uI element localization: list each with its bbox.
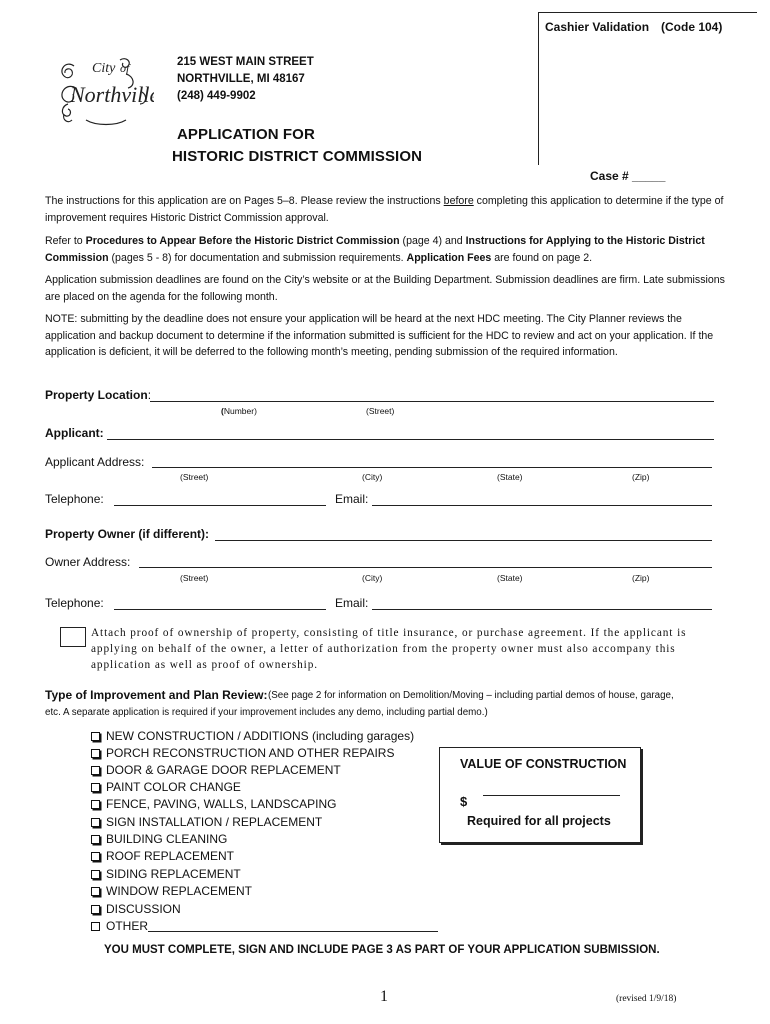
title-line2: HISTORIC DISTRICT COMMISSION [172,148,423,165]
cashier-validation-label: Cashier Validation [545,20,650,34]
owner-zip-hint: (Zip) [632,573,650,583]
revision-date: (revised 1/9/18) [616,994,677,1004]
cashier-validation-box [538,12,757,165]
checkbox-icon[interactable] [91,835,100,844]
value-title: VALUE OF CONSTRUCTION [460,757,627,771]
owner-telephone-label: Telephone: [45,596,104,610]
applicant-email-field[interactable] [372,505,712,506]
checkbox-icon[interactable] [91,922,100,931]
proof-of-ownership-text: Attach proof of ownership of property, consisting of title insurance, or purchase agreement. If the applicant is applying on behalf of the owner, a letter of authorization from the property owner must also accompany this application as well as proof of ownership. [91,627,687,671]
value-amount-field[interactable] [483,795,620,796]
applicant-city-hint: (City) [362,472,383,482]
option-sign-installation[interactable]: SIGN INSTALLATION / REPLACEMENT [91,815,322,829]
dollar-sign: $ [460,794,468,809]
checkbox-icon[interactable] [91,732,100,741]
instructions-paragraph-2: Refer to Procedures to Appear Before the Historic District Commission (page 4) and Instructions for Applying to the Historic District Commission (pages 5 - 8) for documentation and submission requirements. Application Fees are found on page 2. [45,235,705,264]
checkbox-icon[interactable] [91,749,100,758]
option-window-replacement[interactable]: WINDOW REPLACEMENT [91,884,252,898]
checkbox-icon[interactable] [91,905,100,914]
svg-text:City: City [92,61,116,76]
must-complete-notice: YOU MUST COMPLETE, SIGN AND INCLUDE PAGE 3 AS PART OF YOUR APPLICATION SUBMISSION. [104,944,660,956]
property-location-label: Property Location: [45,388,152,402]
checkbox-icon[interactable] [91,818,100,827]
property-owner-field[interactable] [215,540,712,541]
applicant-telephone-field[interactable] [114,505,326,506]
street-hint: (Street) [366,406,395,416]
property-owner-label: Property Owner (if different): [45,527,210,541]
applicant-label: Applicant: [45,426,104,440]
applicant-address-field[interactable] [152,467,712,468]
svg-text:of: of [120,61,130,75]
checkbox-icon[interactable] [91,783,100,792]
value-of-construction-box [439,747,641,843]
title-line1: APPLICATION FOR [177,126,315,143]
option-discussion[interactable]: DISCUSSION [91,902,181,916]
option-roof-replacement[interactable]: ROOF REPLACEMENT [91,849,234,863]
applicant-telephone-label: Telephone: [45,492,104,506]
owner-street-hint: (Street) [180,573,209,583]
proof-of-ownership-checkbox[interactable] [60,627,86,647]
owner-email-field[interactable] [372,609,712,610]
owner-city-hint: (City) [362,573,383,583]
improvement-heading: Type of Improvement and Plan Review: [45,688,268,702]
value-required-note: Required for all projects [467,814,611,828]
checkbox-icon[interactable] [91,887,100,896]
applicant-street-hint: (Street) [180,472,209,482]
instructions-paragraph-1: The instructions for this application are on Pages 5–8. Please review the instructions before completing this application to determine if the type of improvement requires Historic District Commission approval. [45,195,724,224]
address-street: 215 WEST MAIN STREET [177,56,314,68]
address-phone: (248) 449-9902 [177,90,256,102]
number-hint: (Number) [221,406,257,416]
owner-address-label: Owner Address: [45,555,131,569]
owner-email-label: Email: [335,596,369,610]
checkbox-icon[interactable] [91,870,100,879]
improvement-note-line1: (See page 2 for information on Demolition/Moving – including partial demos of house, garage, [268,690,674,701]
instructions-note: NOTE: submitting by the deadline does not ensure your application will be heard at the next HDC meeting. The City Planner reviews the application and backup document to determine if the information submitted is sufficient for the HDC to review and act on your application. If the application is deficient, it will be deferred to the following month’s meeting, pending submission of the required information. [45,313,714,358]
svg-text:Northville: Northville [70,82,154,107]
address-city: NORTHVILLE, MI 48167 [177,73,305,85]
city-logo [56,52,154,132]
option-new-construction[interactable]: NEW CONSTRUCTION / ADDITIONS (including garages) [91,729,414,743]
case-number-field[interactable]: Case # _____ [590,169,666,183]
option-door-replacement[interactable]: DOOR & GARAGE DOOR REPLACEMENT [91,763,341,777]
other-description-field[interactable] [148,931,438,932]
option-building-cleaning[interactable]: BUILDING CLEANING [91,832,227,846]
applicant-field[interactable] [107,439,714,440]
checkbox-icon[interactable] [91,852,100,861]
improvement-note-line2: etc. A separate application is required if your improvement includes any demo, including partial demo.) [45,707,488,718]
applicant-email-label: Email: [335,492,369,506]
option-other[interactable]: OTHER [91,919,148,933]
option-paint-color[interactable]: PAINT COLOR CHANGE [91,780,241,794]
checkbox-icon[interactable] [91,800,100,809]
checkbox-icon[interactable] [91,766,100,775]
applicant-state-hint: (State) [497,472,523,482]
instructions-paragraph-3: Application submission deadlines are found on the City’s website or at the Building Department. Submission deadlines are firm. Late submissions are placed on the agenda for the following month. [45,274,725,303]
owner-state-hint: (State) [497,573,523,583]
page-number: 1 [380,988,388,1005]
applicant-address-label: Applicant Address: [45,455,145,469]
option-siding-replacement[interactable]: SIDING REPLACEMENT [91,867,241,881]
cashier-code: (Code 104) [661,20,723,34]
owner-telephone-field[interactable] [114,609,326,610]
owner-address-field[interactable] [139,567,712,568]
applicant-zip-hint: (Zip) [632,472,650,482]
property-location-field[interactable] [150,401,714,402]
option-porch-reconstruction[interactable]: PORCH RECONSTRUCTION AND OTHER REPAIRS [91,746,394,760]
option-fence-paving[interactable]: FENCE, PAVING, WALLS, LANDSCAPING [91,797,337,811]
